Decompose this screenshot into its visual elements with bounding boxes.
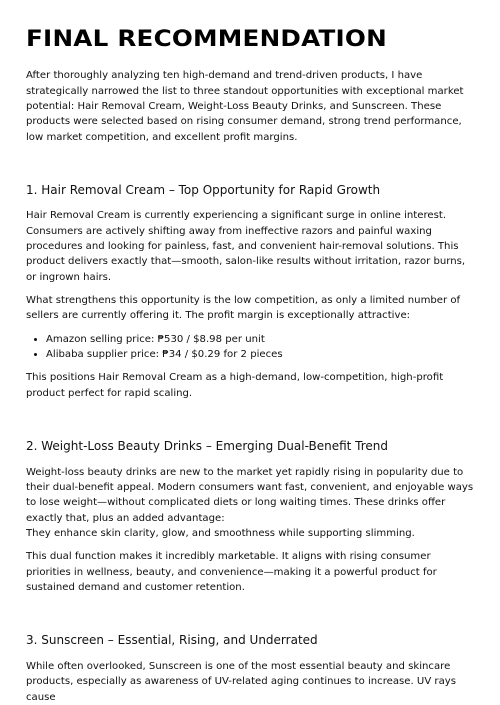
section-heading: 3. Sunscreen – Essential, Rising, and Underrated: [26, 633, 318, 648]
price-list: [26, 332, 474, 363]
paragraph: While often overlooked, Sunscreen is one of the most essential beauty and skincare products, especially as awareness of UV-related aging continues to increase. UV rays cause: [26, 660, 456, 703]
paragraph: This dual function makes it incredibly marketable. It aligns with rising consumer priorities in wellness, beauty, and convenience—making it a powerful product for sustained demand and customer retention.: [26, 551, 437, 593]
section-heading: 1. Hair Removal Cream – Top Opportunity for Rapid Growth: [26, 182, 381, 197]
paragraph: Weight-loss beauty drinks are new to the market yet rapidly rising in popularity due to their dual-benefit appeal. Modern consumers want fast, convenient, and enjoyable ways to lose weight—without complicated diets or long waiting times. These drinks offer exactly that, plus an added advantage:: [26, 466, 474, 524]
page-title: FINAL RECOMMENDATION: [26, 27, 387, 52]
paragraph: They enhance skin clarity, glow, and smoothness while supporting slimming.: [26, 527, 415, 539]
section-heading: 2. Weight-Loss Beauty Drinks – Emerging Dual-Benefit Trend: [26, 439, 388, 454]
paragraph: This positions Hair Removal Cream as a high-demand, low-competition, high-profit product perfect for rapid scaling.: [26, 372, 444, 399]
list-item: • Alibaba supplier price: ₱34 / $0.29 for 2 pieces: [46, 347, 474, 362]
section-weight-loss-drinks: [26, 439, 474, 595]
section-sunscreen: [26, 633, 474, 705]
intro-paragraph: After thoroughly analyzing ten high-demand and trend-driven products, I have strategically narrowed the list to three standout opportunities with exceptional market potential: Hair Removal Cream, Weight-Loss Beauty Drinks, and Sunscreen. These products were selected based on rising consumer demand, strong trend performance, low market competition, and excellent profit margins.: [26, 70, 464, 143]
paragraph: What strengthens this opportunity is the low competition, as only a limited number of sellers are currently offering it. The profit margin is exceptionally attractive:: [26, 295, 461, 322]
list-item: • Amazon selling price: ₱530 / $8.98 per unit: [46, 332, 474, 347]
paragraph: Hair Removal Cream is currently experiencing a significant surge in online interest. Consumers are actively shifting away from ineffective razors and painful waxing procedures and looking for painless, fast, and convenient hair-removal solutions. This product delivers exactly that—smooth, salon-like results without irritation, razor burns, or ingrown hairs.: [26, 210, 466, 283]
section-hair-removal: [26, 183, 474, 401]
